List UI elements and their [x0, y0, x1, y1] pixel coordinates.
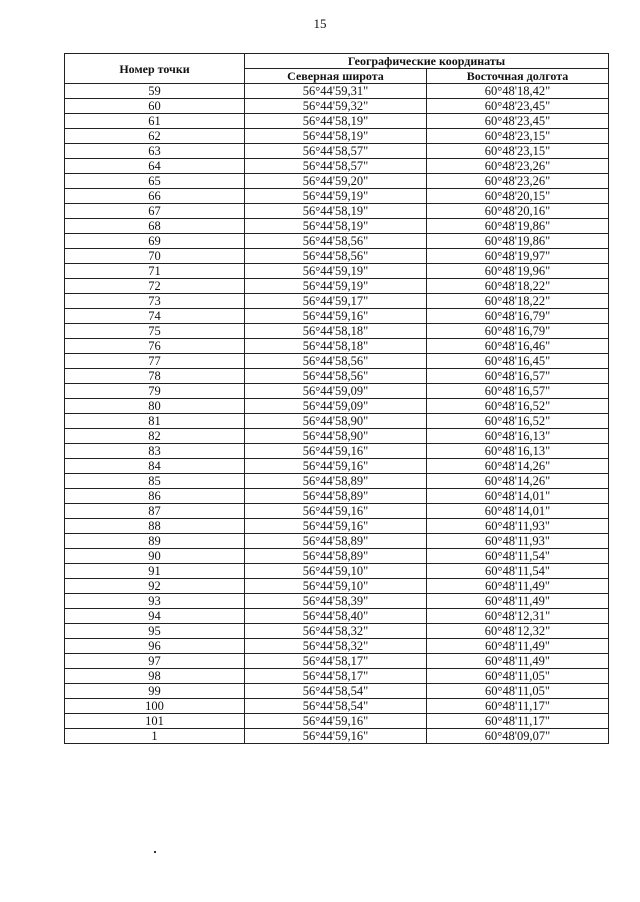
latitude-cell: 56°44'58,19"	[245, 114, 427, 129]
point-number-cell: 81	[65, 414, 245, 429]
point-number-cell: 93	[65, 594, 245, 609]
longitude-cell: 60°48'16,45"	[427, 354, 609, 369]
latitude-cell: 56°44'58,90"	[245, 429, 427, 444]
table-row	[65, 684, 609, 699]
latitude-cell: 56°44'58,90"	[245, 414, 427, 429]
table-row	[65, 444, 609, 459]
longitude-cell: 60°48'11,49"	[427, 639, 609, 654]
stray-mark	[154, 851, 156, 853]
latitude-cell: 56°44'59,19"	[245, 264, 427, 279]
table-row	[65, 294, 609, 309]
longitude-cell: 60°48'11,05"	[427, 669, 609, 684]
longitude-cell: 60°48'11,49"	[427, 654, 609, 669]
latitude-cell: 56°44'58,57"	[245, 159, 427, 174]
point-number-cell: 98	[65, 669, 245, 684]
latitude-cell: 56°44'58,19"	[245, 129, 427, 144]
point-number-cell: 70	[65, 249, 245, 264]
table-row	[65, 729, 609, 744]
table-row	[65, 609, 609, 624]
coordinates-table	[64, 53, 609, 744]
latitude-cell: 56°44'58,56"	[245, 354, 427, 369]
latitude-cell: 56°44'58,89"	[245, 549, 427, 564]
latitude-cell: 56°44'58,56"	[245, 369, 427, 384]
table-row	[65, 639, 609, 654]
table-row	[65, 519, 609, 534]
table-row	[65, 399, 609, 414]
table-row	[65, 669, 609, 684]
longitude-cell: 60°48'19,86"	[427, 219, 609, 234]
table-row	[65, 369, 609, 384]
table-row	[65, 249, 609, 264]
point-number-cell: 86	[65, 489, 245, 504]
table-row	[65, 264, 609, 279]
header-latitude: Северная широта	[245, 69, 427, 84]
latitude-cell: 56°44'58,17"	[245, 669, 427, 684]
table-row	[65, 279, 609, 294]
table-row	[65, 594, 609, 609]
point-number-cell: 62	[65, 129, 245, 144]
point-number-cell: 64	[65, 159, 245, 174]
point-number-cell: 96	[65, 639, 245, 654]
longitude-cell: 60°48'23,26"	[427, 159, 609, 174]
longitude-cell: 60°48'23,45"	[427, 99, 609, 114]
longitude-cell: 60°48'23,15"	[427, 129, 609, 144]
table-row	[65, 114, 609, 129]
point-number-cell: 77	[65, 354, 245, 369]
table-row	[65, 144, 609, 159]
point-number-cell: 101	[65, 714, 245, 729]
page-number: 15	[313, 16, 327, 31]
header-point-number: Номер точки	[65, 54, 245, 84]
point-number-cell: 84	[65, 459, 245, 474]
table-row	[65, 714, 609, 729]
latitude-cell: 56°44'59,16"	[245, 714, 427, 729]
point-number-cell: 1	[65, 729, 245, 744]
point-number-cell: 76	[65, 339, 245, 354]
table-row	[65, 219, 609, 234]
table-row	[65, 189, 609, 204]
point-number-cell: 68	[65, 219, 245, 234]
point-number-cell: 72	[65, 279, 245, 294]
table-row	[65, 564, 609, 579]
point-number-cell: 78	[65, 369, 245, 384]
table-row	[65, 99, 609, 114]
point-number-cell: 79	[65, 384, 245, 399]
point-number-cell: 95	[65, 624, 245, 639]
latitude-cell: 56°44'58,18"	[245, 339, 427, 354]
point-number-cell: 66	[65, 189, 245, 204]
latitude-cell: 56°44'59,16"	[245, 444, 427, 459]
latitude-cell: 56°44'59,16"	[245, 729, 427, 744]
longitude-cell: 60°48'12,32"	[427, 624, 609, 639]
point-number-cell: 91	[65, 564, 245, 579]
table-row	[65, 579, 609, 594]
table-row	[65, 459, 609, 474]
point-number-cell: 67	[65, 204, 245, 219]
longitude-cell: 60°48'14,01"	[427, 489, 609, 504]
longitude-cell: 60°48'16,46"	[427, 339, 609, 354]
point-number-cell: 85	[65, 474, 245, 489]
table-row	[65, 474, 609, 489]
table-row	[65, 129, 609, 144]
latitude-cell: 56°44'58,32"	[245, 639, 427, 654]
point-number-cell: 69	[65, 234, 245, 249]
latitude-cell: 56°44'59,09"	[245, 399, 427, 414]
longitude-cell: 60°48'11,54"	[427, 549, 609, 564]
table-row	[65, 234, 609, 249]
longitude-cell: 60°48'12,31"	[427, 609, 609, 624]
latitude-cell: 56°44'59,09"	[245, 384, 427, 399]
point-number-cell: 92	[65, 579, 245, 594]
longitude-cell: 60°48'16,79"	[427, 324, 609, 339]
point-number-cell: 71	[65, 264, 245, 279]
point-number-cell: 89	[65, 534, 245, 549]
longitude-cell: 60°48'11,93"	[427, 534, 609, 549]
point-number-cell: 60	[65, 99, 245, 114]
longitude-cell: 60°48'18,22"	[427, 279, 609, 294]
latitude-cell: 56°44'59,19"	[245, 279, 427, 294]
table-row	[65, 174, 609, 189]
latitude-cell: 56°44'58,18"	[245, 324, 427, 339]
longitude-cell: 60°48'23,26"	[427, 174, 609, 189]
point-number-cell: 75	[65, 324, 245, 339]
table-row	[65, 504, 609, 519]
longitude-cell: 60°48'16,52"	[427, 399, 609, 414]
table-body	[65, 84, 609, 744]
table-row	[65, 489, 609, 504]
table-row	[65, 414, 609, 429]
longitude-cell: 60°48'09,07"	[427, 729, 609, 744]
latitude-cell: 56°44'58,89"	[245, 534, 427, 549]
latitude-cell: 56°44'59,16"	[245, 504, 427, 519]
longitude-cell: 60°48'16,13"	[427, 444, 609, 459]
header-longitude: Восточная долгота	[427, 69, 609, 84]
latitude-cell: 56°44'58,17"	[245, 654, 427, 669]
longitude-cell: 60°48'19,97"	[427, 249, 609, 264]
table-row	[65, 159, 609, 174]
latitude-cell: 56°44'58,19"	[245, 219, 427, 234]
table-row	[65, 309, 609, 324]
table-row	[65, 429, 609, 444]
longitude-cell: 60°48'11,17"	[427, 714, 609, 729]
point-number-cell: 63	[65, 144, 245, 159]
point-number-cell: 61	[65, 114, 245, 129]
latitude-cell: 56°44'58,54"	[245, 699, 427, 714]
table-row	[65, 84, 609, 99]
table-row	[65, 534, 609, 549]
point-number-cell: 65	[65, 174, 245, 189]
longitude-cell: 60°48'20,15"	[427, 189, 609, 204]
latitude-cell: 56°44'58,89"	[245, 489, 427, 504]
latitude-cell: 56°44'59,16"	[245, 309, 427, 324]
longitude-cell: 60°48'16,52"	[427, 414, 609, 429]
longitude-cell: 60°48'16,79"	[427, 309, 609, 324]
latitude-cell: 56°44'58,40"	[245, 609, 427, 624]
point-number-cell: 80	[65, 399, 245, 414]
longitude-cell: 60°48'11,17"	[427, 699, 609, 714]
longitude-cell: 60°48'19,86"	[427, 234, 609, 249]
latitude-cell: 56°44'58,89"	[245, 474, 427, 489]
latitude-cell: 56°44'58,54"	[245, 684, 427, 699]
longitude-cell: 60°48'20,16"	[427, 204, 609, 219]
longitude-cell: 60°48'16,13"	[427, 429, 609, 444]
latitude-cell: 56°44'59,16"	[245, 519, 427, 534]
table-row	[65, 624, 609, 639]
point-number-cell: 83	[65, 444, 245, 459]
longitude-cell: 60°48'14,01"	[427, 504, 609, 519]
latitude-cell: 56°44'58,56"	[245, 249, 427, 264]
point-number-cell: 90	[65, 549, 245, 564]
table-row	[65, 549, 609, 564]
latitude-cell: 56°44'59,10"	[245, 579, 427, 594]
table-row	[65, 339, 609, 354]
latitude-cell: 56°44'59,10"	[245, 564, 427, 579]
point-number-cell: 73	[65, 294, 245, 309]
latitude-cell: 56°44'59,31"	[245, 84, 427, 99]
latitude-cell: 56°44'58,57"	[245, 144, 427, 159]
latitude-cell: 56°44'58,19"	[245, 204, 427, 219]
longitude-cell: 60°48'19,96"	[427, 264, 609, 279]
longitude-cell: 60°48'11,05"	[427, 684, 609, 699]
latitude-cell: 56°44'58,56"	[245, 234, 427, 249]
longitude-cell: 60°48'11,49"	[427, 594, 609, 609]
point-number-cell: 88	[65, 519, 245, 534]
longitude-cell: 60°48'18,22"	[427, 294, 609, 309]
longitude-cell: 60°48'18,42"	[427, 84, 609, 99]
longitude-cell: 60°48'11,54"	[427, 564, 609, 579]
longitude-cell: 60°48'16,57"	[427, 384, 609, 399]
latitude-cell: 56°44'58,32"	[245, 624, 427, 639]
latitude-cell: 56°44'59,17"	[245, 294, 427, 309]
table-row	[65, 354, 609, 369]
longitude-cell: 60°48'14,26"	[427, 474, 609, 489]
point-number-cell: 94	[65, 609, 245, 624]
latitude-cell: 56°44'59,20"	[245, 174, 427, 189]
latitude-cell: 56°44'59,16"	[245, 459, 427, 474]
latitude-cell: 56°44'59,19"	[245, 189, 427, 204]
longitude-cell: 60°48'16,57"	[427, 369, 609, 384]
longitude-cell: 60°48'11,93"	[427, 519, 609, 534]
longitude-cell: 60°48'14,26"	[427, 459, 609, 474]
longitude-cell: 60°48'11,49"	[427, 579, 609, 594]
table-row	[65, 324, 609, 339]
point-number-cell: 100	[65, 699, 245, 714]
longitude-cell: 60°48'23,15"	[427, 144, 609, 159]
header-geo-coordinates: Географические координаты	[245, 54, 609, 69]
table-row	[65, 204, 609, 219]
latitude-cell: 56°44'59,32"	[245, 99, 427, 114]
table-row	[65, 699, 609, 714]
point-number-cell: 87	[65, 504, 245, 519]
point-number-cell: 99	[65, 684, 245, 699]
point-number-cell: 82	[65, 429, 245, 444]
point-number-cell: 74	[65, 309, 245, 324]
table-row	[65, 384, 609, 399]
latitude-cell: 56°44'58,39"	[245, 594, 427, 609]
point-number-cell: 97	[65, 654, 245, 669]
longitude-cell: 60°48'23,45"	[427, 114, 609, 129]
point-number-cell: 59	[65, 84, 245, 99]
table-row	[65, 654, 609, 669]
